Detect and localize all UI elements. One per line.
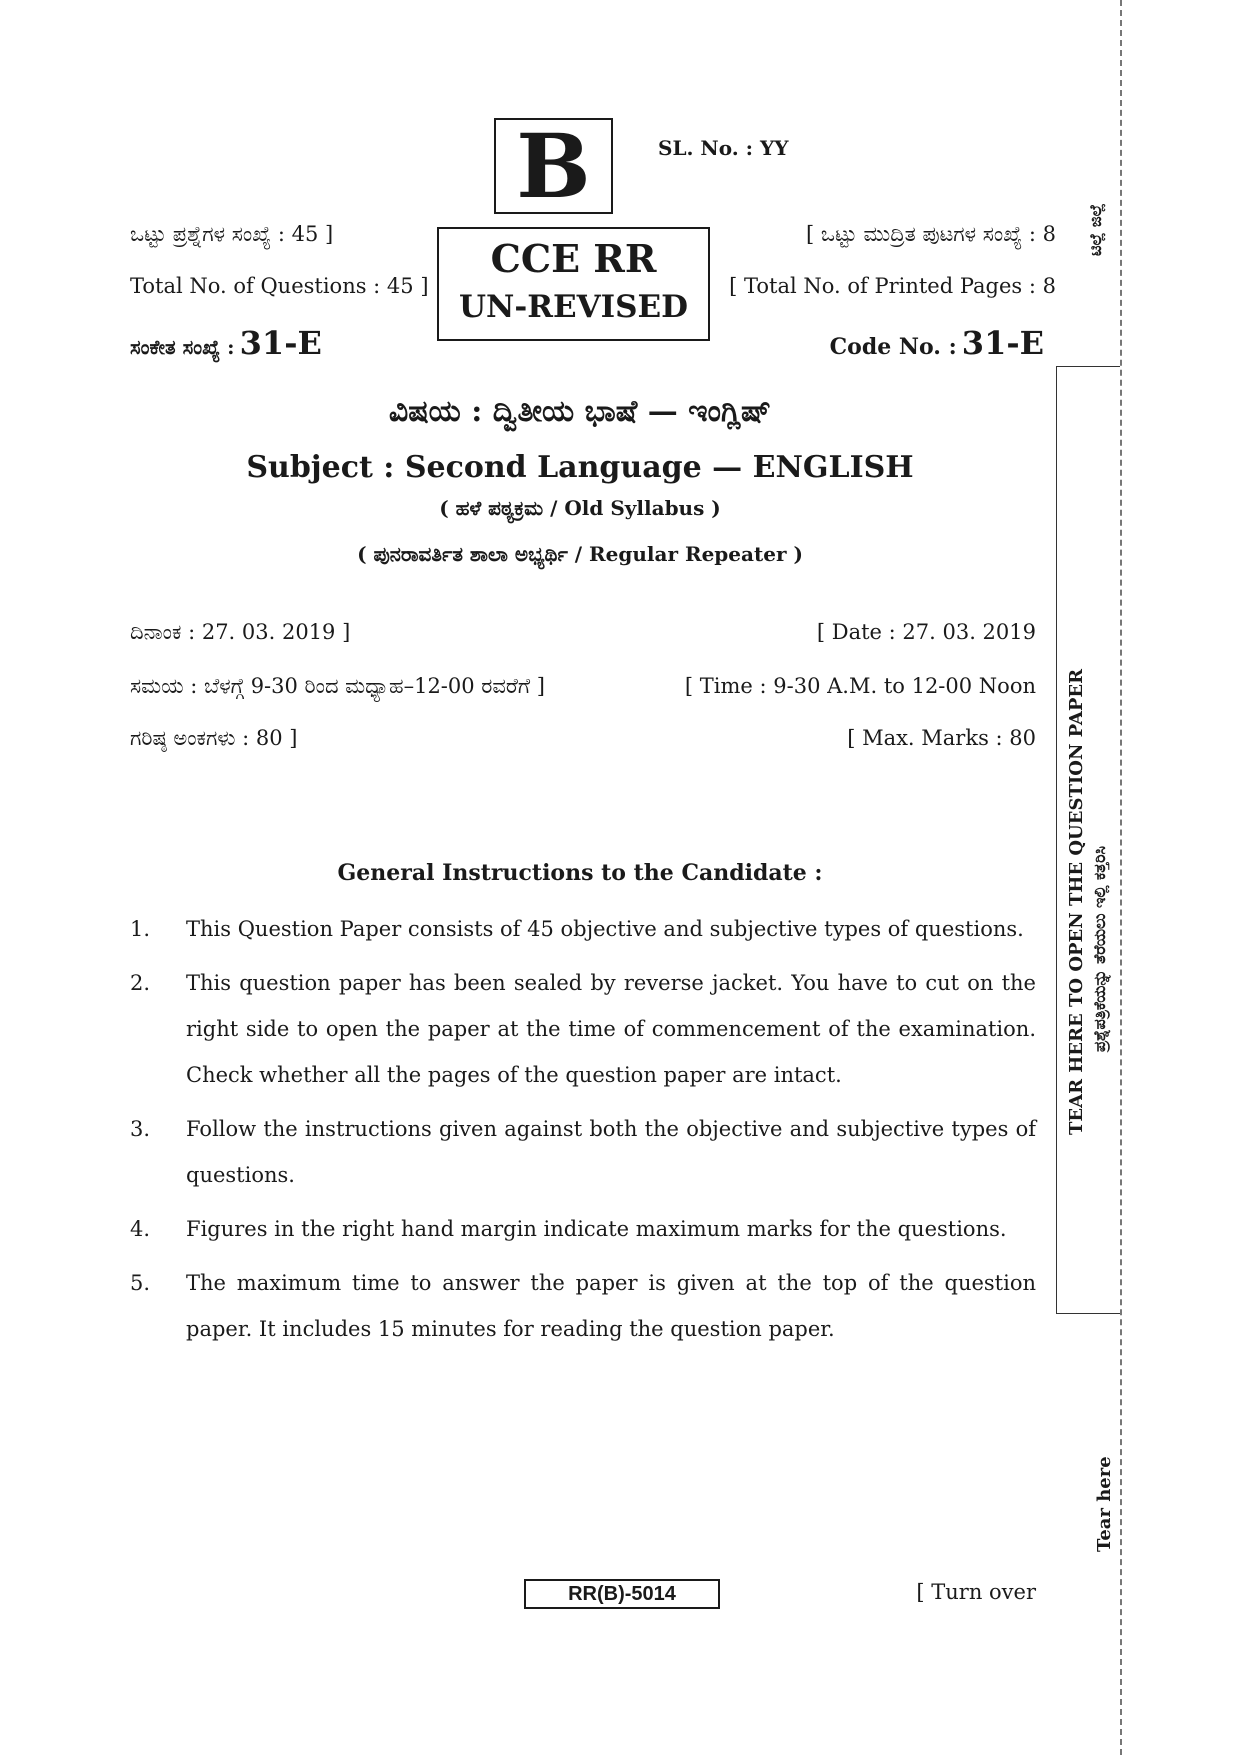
date-english: [ Date : 27. 03. 2019 <box>816 620 1036 644</box>
serial-number: SL. No. : YY <box>658 136 789 160</box>
list-item <box>130 906 1036 952</box>
item-number: 4. <box>130 1217 151 1241</box>
tear-instruction-english: TEAR HERE TO OPEN THE QUESTION PAPER <box>1066 668 1087 1135</box>
code-number-english <box>700 324 1044 362</box>
instructions-heading: General Instructions to the Candidate : <box>337 860 823 886</box>
date-kannada: ದಿನಾಂಕ : 27. 03. 2019 ] <box>130 620 351 644</box>
subject-english: Subject : Second Language — ENGLISH <box>246 450 914 485</box>
total-questions-kannada: ಒಟ್ಟು ಪ್ರಶ್ನೆಗಳ ಸಂಖ್ಯೆ : 45 ] <box>130 222 334 246</box>
item-text: This question paper has been sealed by reverse jacket. You have to cut on the right side to open the paper at the time of commencement of the examination. Check whether all the pages of the question paper are intact. <box>186 971 1036 1087</box>
item-text: This Question Paper consists of 45 objective and subjective types of questions. <box>186 917 1024 941</box>
list-item <box>130 960 1036 1098</box>
instructions-list <box>130 906 1036 1352</box>
paper-code: RR(B)-5014 <box>524 1579 720 1609</box>
booklet-letter: B <box>494 118 613 214</box>
turn-over: [ Turn over <box>916 1580 1036 1604</box>
code-value-english: 31-E <box>961 324 1044 362</box>
item-text: Figures in the right hand margin indicate maximum marks for the questions. <box>186 1217 1007 1241</box>
total-pages-english: [ Total No. of Printed Pages : 8 <box>729 274 1056 298</box>
tear-here-label: Tear here <box>1094 1456 1115 1552</box>
code-label-english: Code No. : <box>829 334 957 360</box>
item-number: 3. <box>130 1117 151 1141</box>
list-item <box>130 1106 1036 1198</box>
syllabus: ( ಹಳೆ ಪಠ್ಯಕ್ರಮ / Old Syllabus ) <box>439 496 721 520</box>
item-text: The maximum time to answer the paper is given at the top of the question paper. It includes 15 minutes for reading the question paper. <box>186 1271 1036 1341</box>
code-label-kannada: ಸಂಕೇತ ಸಂಖ್ಯೆ : <box>130 335 235 359</box>
item-number: 1. <box>130 917 151 941</box>
marks-english: [ Max. Marks : 80 <box>847 726 1036 750</box>
marks-kannada: ಗರಿಷ್ಠ ಅಂಕಗಳು : 80 ] <box>130 726 298 750</box>
total-pages-kannada: [ ಒಟ್ಟು ಮುದ್ರಿತ ಪುಟಗಳ ಸಂಖ್ಯೆ : 8 <box>805 222 1056 246</box>
item-text: Follow the instructions given against both the objective and subjective types of questions. <box>186 1117 1036 1187</box>
exam-type-line1: CCE RR <box>490 236 657 281</box>
exam-type-box <box>437 227 710 341</box>
code-value-kannada: 31-E <box>239 324 322 362</box>
list-item <box>130 1206 1036 1252</box>
list-item <box>130 1260 1036 1352</box>
item-number: 5. <box>130 1271 151 1295</box>
exam-type-line2: UN-REVISED <box>458 289 689 325</box>
tear-instruction-kannada: ಪ್ರಶ್ನೆಪತ್ರಿಕೆಯನ್ನು ತೆರೆಯಲು ಇಲ್ಲಿ ಕತ್ತರಿಸಿ <box>1090 845 1109 1052</box>
code-number-kannada <box>130 324 322 362</box>
tear-line <box>1120 0 1122 1755</box>
time-english: [ Time : 9-30 A.M. to 12-00 Noon <box>684 674 1036 698</box>
subject-kannada: ವಿಷಯ : ದ್ವಿತೀಯ ಭಾಷೆ — ಇಂಗ್ಲಿಷ್ <box>388 394 772 429</box>
time-kannada: ಸಮಯ : ಬೆಳಗ್ಗೆ 9-30 ರಿಂದ ಮಧ್ಯಾಹ–12-00 ರವರೆಗೆ ] <box>130 674 545 698</box>
item-number: 2. <box>130 971 151 995</box>
margin-kannada-top: ಟಿಲ್ಲೆ ಜಿಲ್ಲೆ <box>1086 203 1105 256</box>
candidate-type: ( ಪುನರಾವರ್ತಿತ ಶಾಲಾ ಅಭ್ಯರ್ಥಿ / Regular Repeater ) <box>357 542 803 566</box>
total-questions-english: Total No. of Questions : 45 ] <box>130 274 429 298</box>
